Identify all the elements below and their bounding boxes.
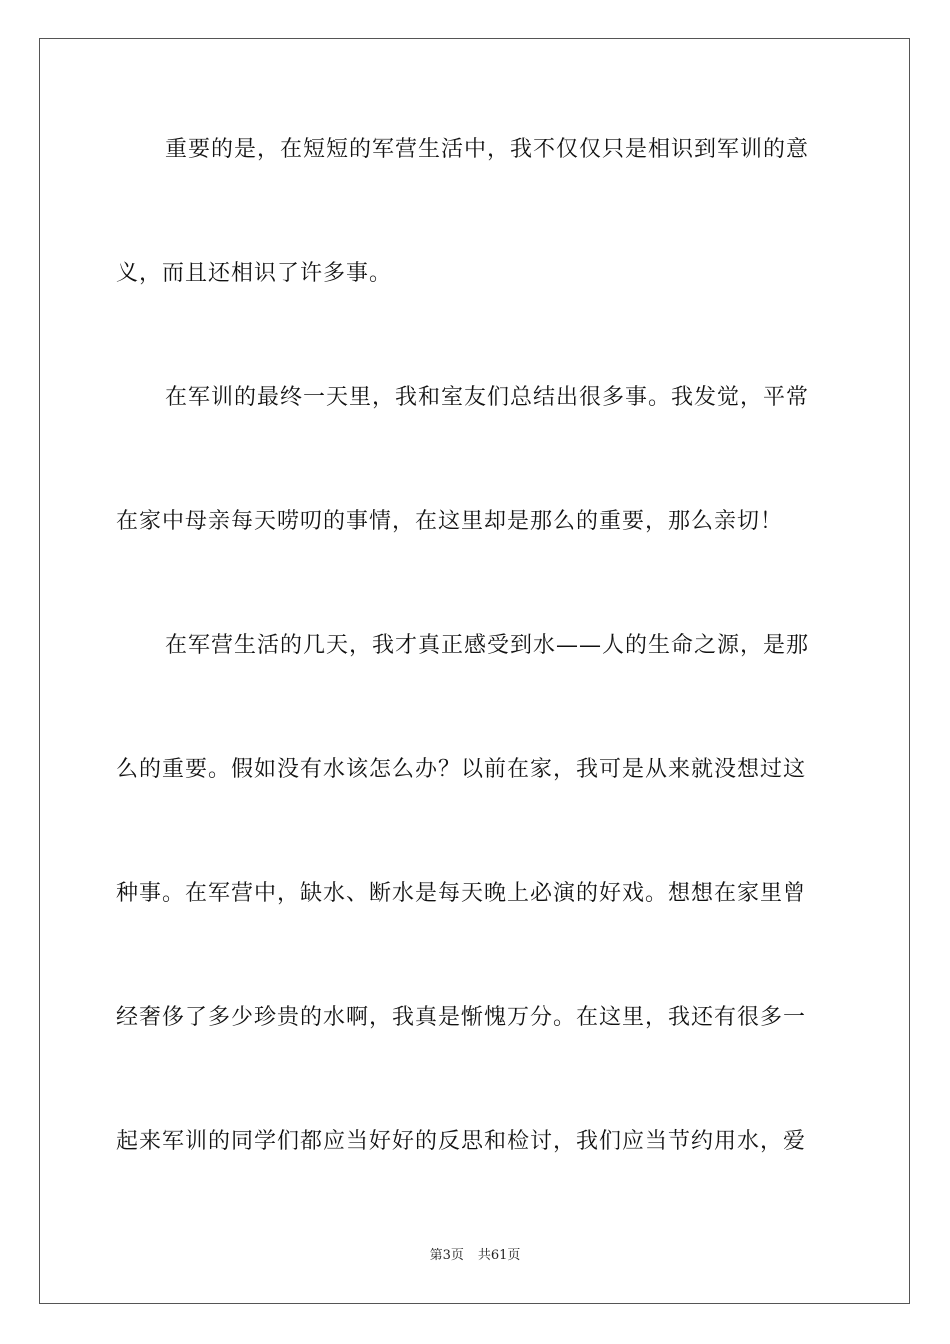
text-line: 种事。在军营中，缺水、断水是每天晚上必演的好戏。想想在家里曾 xyxy=(116,881,807,906)
page-border xyxy=(39,38,910,1304)
text-line: 在军训的最终一天里，我和室友们总结出很多事。我发觉，平常 xyxy=(165,385,810,410)
text-line: 经奢侈了多少珍贵的水啊，我真是惭愧万分。在这里，我还有很多一 xyxy=(116,1005,807,1030)
text-line: 在家中母亲每天唠叨的事情，在这里却是那么的重要，那么亲切！ xyxy=(116,509,784,534)
text-line: 义，而且还相识了许多事。 xyxy=(116,261,393,286)
page-footer xyxy=(0,1247,950,1265)
page-number: 第3页 xyxy=(429,1248,464,1263)
text-line: 在军营生活的几天，我才真正感受到水——人的生命之源，是那 xyxy=(165,633,810,658)
page-total: 共61页 xyxy=(477,1248,521,1263)
text-line: 起来军训的同学们都应当好好的反思和检讨，我们应当节约用水，爱 xyxy=(116,1129,807,1154)
text-line: 么的重要。假如没有水该怎么办？以前在家，我可是从来就没想过这 xyxy=(116,757,807,782)
text-line: 重要的是，在短短的军营生活中，我不仅仅只是相识到军训的意 xyxy=(165,137,810,162)
